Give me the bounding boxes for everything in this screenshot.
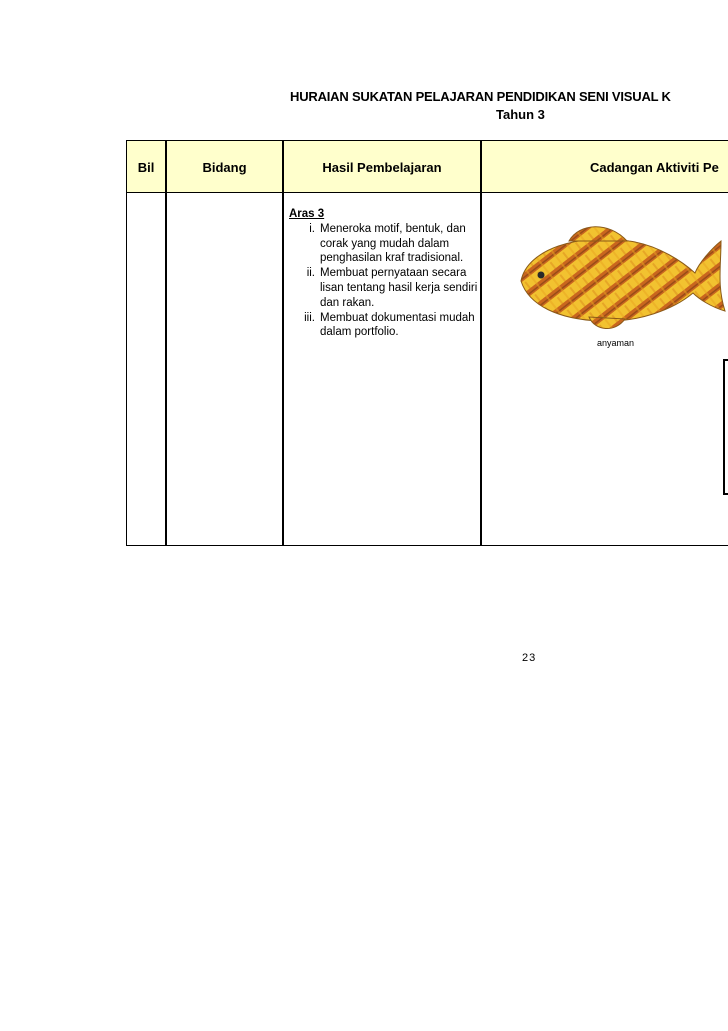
image-caption: anyaman [597,338,635,348]
list-item-number: i. [309,222,315,235]
list-item-number: ii. [306,267,315,280]
column-divider [282,141,284,546]
header-bidang: Bidang [202,159,247,175]
syllabus-table [126,140,728,546]
list-item [289,222,489,266]
list-item-number: iii. [304,311,315,324]
header-hasil-pembelajaran: Hasil Pembelajaran [322,159,442,175]
column-divider [165,141,167,546]
hasil-pembelajaran-cell [289,207,489,340]
list-item-text: Membuat pernyataan secara lisan tentang hasil kerja sendiri dan rakan. [320,267,478,309]
page-number: 23 [522,652,537,664]
list-item [289,266,489,310]
aras-heading: Aras 3 [289,208,325,220]
column-divider [480,141,482,546]
list-item-text: Membuat dokumentasi mudah dalam portfolio. [320,311,475,339]
list-item-text: Meneroka motif, bentuk, dan corak yang mudah dalam penghasilan kraf tradisional. [320,222,466,265]
partial-picture-frame [723,359,728,495]
document-subtitle: Tahun 3 [496,107,545,122]
header-bil: Bil [137,159,155,175]
woven-fish-image [499,211,728,336]
list-item [289,311,489,341]
document-title: HURAIAN SUKATAN PELAJARAN PENDIDIKAN SENI VISUAL K [290,89,671,104]
header-cadangan-aktiviti: Cadangan Aktiviti Pe [590,159,719,175]
